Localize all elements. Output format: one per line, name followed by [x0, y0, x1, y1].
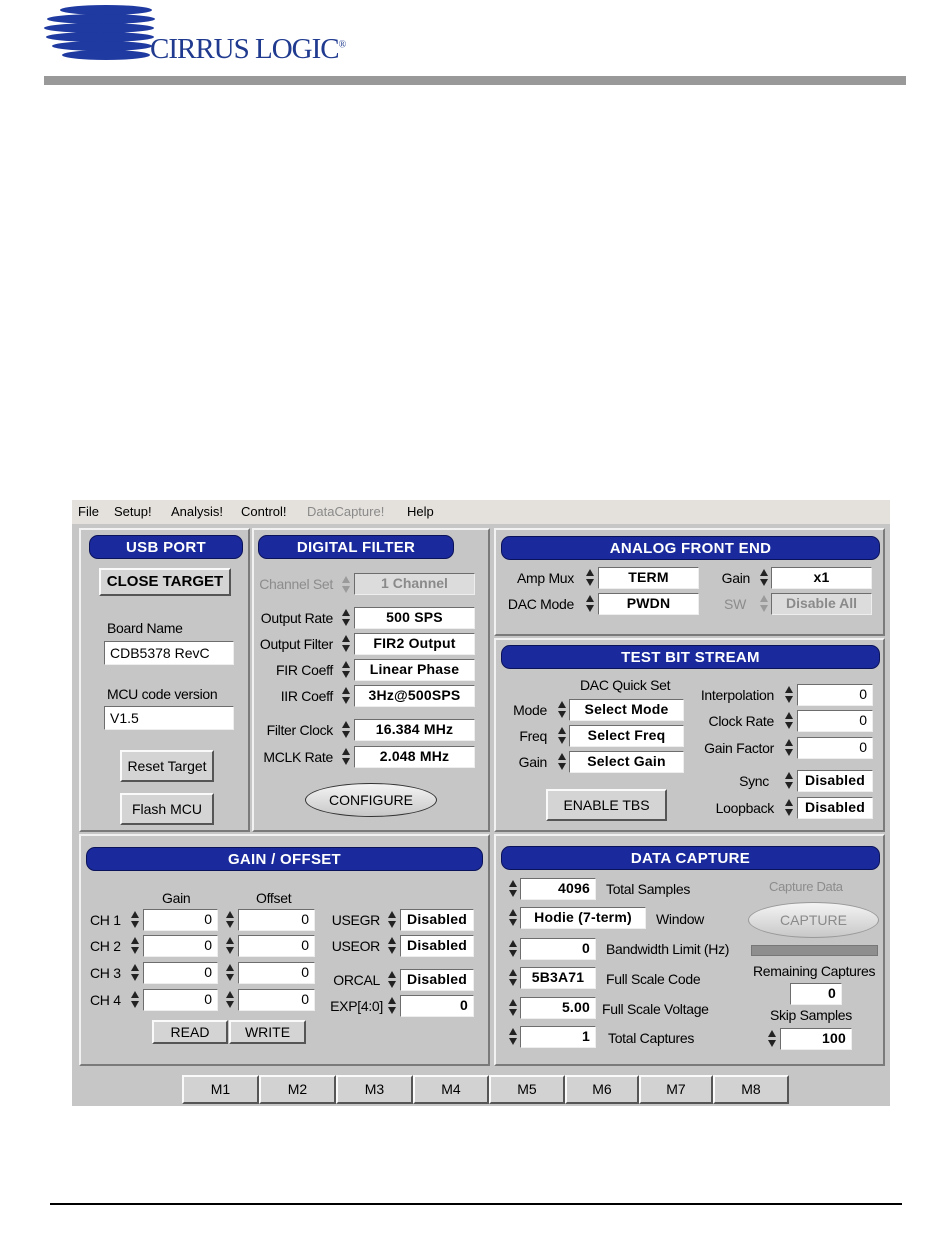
macro-button-m2[interactable]: M2 — [259, 1075, 336, 1104]
read-button[interactable]: READ — [152, 1020, 228, 1044]
data-capture-title: DATA CAPTURE — [501, 846, 880, 870]
afe-gain-label: Gain — [721, 570, 750, 586]
ch2-label: CH 2 — [90, 938, 121, 954]
tbs-gain-spinner[interactable] — [557, 751, 567, 772]
ch4-offset-field[interactable]: 0 — [238, 989, 315, 1011]
tbs-freq-label: Freq — [519, 728, 547, 744]
dac-quick-set-label: DAC Quick Set — [580, 677, 671, 693]
filter-clock-label: Filter Clock — [266, 722, 333, 738]
channel-set-label: Channel Set — [259, 576, 333, 592]
ch2-offset-spinner[interactable] — [225, 935, 235, 956]
iir-coeff-field[interactable]: 3Hz@500SPS — [354, 685, 475, 707]
ch4-gain-field[interactable]: 0 — [143, 989, 218, 1011]
usegr-field[interactable]: Disabled — [400, 909, 474, 931]
analog-front-end-title: ANALOG FRONT END — [501, 536, 880, 560]
macro-button-m3[interactable]: M3 — [336, 1075, 413, 1104]
window-spinner[interactable] — [508, 907, 518, 928]
macro-button-m4[interactable]: M4 — [413, 1075, 489, 1104]
fs-voltage-field[interactable]: 5.00 — [520, 997, 596, 1019]
skip-samples-field[interactable]: 100 — [780, 1028, 852, 1050]
tbs-mode-field[interactable]: Select Mode — [569, 699, 684, 721]
logo-swoosh-icon — [44, 2, 164, 68]
mcu-version-label: MCU code version — [107, 686, 218, 702]
mclk-rate-field[interactable]: 2.048 MHz — [354, 746, 475, 768]
clock-rate-field[interactable]: 0 — [797, 710, 873, 732]
window-label: Window — [656, 911, 704, 927]
dac-mode-label: DAC Mode — [507, 596, 574, 612]
fir-coeff-spinner[interactable] — [341, 659, 351, 680]
header-rule — [44, 76, 906, 85]
bandwidth-field[interactable]: 0 — [520, 938, 596, 960]
ch3-gain-field[interactable]: 0 — [143, 962, 218, 984]
loopback-spinner[interactable] — [784, 797, 794, 818]
capture-progress-bar — [751, 945, 878, 956]
fs-code-field[interactable]: 5B3A71 — [520, 967, 596, 989]
interpolation-label: Interpolation — [700, 687, 774, 703]
mcu-version-field[interactable]: V1.5 — [104, 706, 234, 730]
app-window — [72, 500, 890, 1106]
flash-mcu-button[interactable]: Flash MCU — [120, 793, 214, 825]
fs-code-spinner[interactable] — [508, 967, 518, 988]
remaining-captures-label: Remaining Captures — [753, 963, 876, 979]
output-rate-field[interactable]: 500 SPS — [354, 607, 475, 629]
clock-rate-label: Clock Rate — [708, 713, 774, 729]
gain-offset-title: GAIN / OFFSET — [86, 847, 483, 871]
menu-control[interactable]: Control! — [241, 504, 287, 519]
ch2-gain-field[interactable]: 0 — [143, 935, 218, 957]
total-captures-spinner[interactable] — [508, 1026, 518, 1047]
useor-spinner[interactable] — [387, 935, 397, 956]
bandwidth-label: Bandwidth Limit (Hz) — [606, 941, 730, 957]
orcal-field[interactable]: Disabled — [400, 969, 474, 991]
total-captures-field[interactable]: 1 — [520, 1026, 596, 1048]
exp-label: EXP[4:0] — [330, 998, 383, 1014]
menu-datacapture: DataCapture! — [307, 504, 385, 519]
afe-gain-field[interactable]: x1 — [771, 567, 872, 589]
ch2-offset-field[interactable]: 0 — [238, 935, 315, 957]
dac-mode-field[interactable]: PWDN — [598, 593, 699, 615]
macro-button-m5[interactable]: M5 — [489, 1075, 565, 1104]
bandwidth-spinner[interactable] — [508, 938, 518, 959]
gain-factor-spinner[interactable] — [784, 737, 794, 758]
board-name-field[interactable]: CDB5378 RevC — [104, 641, 234, 665]
macro-button-m8[interactable]: M8 — [713, 1075, 789, 1104]
channel-set-spinner — [341, 574, 351, 595]
ch1-offset-spinner[interactable] — [225, 909, 235, 930]
test-bit-stream-title: TEST BIT STREAM — [501, 645, 880, 669]
orcal-label: ORCAL — [333, 972, 380, 988]
sync-spinner[interactable] — [784, 770, 794, 791]
filter-clock-field[interactable]: 16.384 MHz — [354, 719, 475, 741]
output-filter-label: Output Filter — [259, 636, 333, 652]
window-field[interactable]: Hodie (7-term) — [520, 907, 646, 929]
capture-button: CAPTURE — [748, 902, 879, 938]
menu-file[interactable]: File — [78, 504, 99, 519]
output-rate-spinner[interactable] — [341, 607, 351, 628]
interpolation-field[interactable]: 0 — [797, 684, 873, 706]
tbs-freq-spinner[interactable] — [557, 725, 567, 746]
fs-voltage-label: Full Scale Voltage — [602, 1001, 709, 1017]
iir-coeff-spinner[interactable] — [341, 685, 351, 706]
menu-help[interactable]: Help — [407, 504, 434, 519]
gain-column-header: Gain — [162, 890, 191, 906]
usb-port-title: USB PORT — [89, 535, 243, 559]
macro-button-m7[interactable]: M7 — [639, 1075, 713, 1104]
ch3-gain-spinner[interactable] — [130, 962, 140, 983]
skip-samples-label: Skip Samples — [770, 1007, 852, 1023]
menu-analysis[interactable]: Analysis! — [171, 504, 224, 519]
ch1-gain-field[interactable]: 0 — [143, 909, 218, 931]
mclk-rate-spinner[interactable] — [341, 746, 351, 767]
interpolation-spinner[interactable] — [784, 684, 794, 705]
fs-code-label: Full Scale Code — [606, 971, 701, 987]
output-filter-spinner[interactable] — [341, 633, 351, 654]
write-button[interactable]: WRITE — [229, 1020, 306, 1044]
ch4-gain-spinner[interactable] — [130, 989, 140, 1010]
gain-factor-field[interactable]: 0 — [797, 737, 873, 759]
total-samples-label: Total Samples — [606, 881, 691, 897]
remaining-captures-field: 0 — [790, 983, 842, 1005]
ch1-label: CH 1 — [90, 912, 121, 928]
ch1-gain-spinner[interactable] — [130, 909, 140, 930]
useor-field[interactable]: Disabled — [400, 935, 474, 957]
total-samples-spinner[interactable] — [508, 878, 518, 899]
sw-spinner — [759, 593, 769, 614]
capture-data-label: Capture Data — [769, 879, 843, 894]
reset-target-button[interactable]: Reset Target — [120, 750, 214, 782]
usegr-label: USEGR — [331, 912, 380, 928]
tbs-gain-label: Gain — [518, 754, 547, 770]
tbs-freq-field[interactable]: Select Freq — [569, 725, 684, 747]
iir-coeff-label: IIR Coeff — [280, 688, 333, 704]
usegr-spinner[interactable] — [387, 909, 397, 930]
skip-samples-spinner[interactable] — [767, 1028, 777, 1049]
menu-setup[interactable]: Setup! — [114, 504, 152, 519]
close-target-button[interactable]: CLOSE TARGET — [99, 568, 231, 596]
fir-coeff-field[interactable]: Linear Phase — [354, 659, 475, 681]
gain-factor-label: Gain Factor — [704, 740, 774, 756]
sw-label: SW — [724, 596, 746, 612]
enable-tbs-button[interactable]: ENABLE TBS — [546, 789, 667, 821]
macro-button-m6[interactable]: M6 — [565, 1075, 639, 1104]
mclk-rate-label: MCLK Rate — [263, 749, 333, 765]
macro-button-m1[interactable]: M1 — [182, 1075, 259, 1104]
exp-spinner[interactable] — [387, 995, 397, 1016]
afe-gain-spinner[interactable] — [759, 567, 769, 588]
exp-field[interactable]: 0 — [400, 995, 474, 1017]
sw-field: Disable All — [771, 593, 872, 615]
footer-rule — [50, 1203, 902, 1205]
ch4-label: CH 4 — [90, 992, 121, 1008]
fs-voltage-spinner[interactable] — [508, 997, 518, 1018]
ch1-offset-field[interactable]: 0 — [238, 909, 315, 931]
total-captures-label: Total Captures — [608, 1030, 695, 1046]
loopback-label: Loopback — [715, 800, 774, 816]
ch3-label: CH 3 — [90, 965, 121, 981]
useor-label: USEOR — [331, 938, 380, 954]
total-samples-field[interactable]: 4096 — [520, 878, 596, 900]
sync-field[interactable]: Disabled — [797, 770, 873, 792]
dac-mode-spinner[interactable] — [585, 593, 595, 614]
configure-button[interactable]: CONFIGURE — [305, 783, 437, 817]
amp-mux-label: Amp Mux — [516, 570, 574, 586]
fir-coeff-label: FIR Coeff — [276, 662, 333, 678]
output-rate-label: Output Rate — [260, 610, 333, 626]
tbs-mode-label: Mode — [513, 702, 547, 718]
board-name-label: Board Name — [107, 620, 183, 636]
ch4-offset-spinner[interactable] — [225, 989, 235, 1010]
loopback-field[interactable]: Disabled — [797, 797, 873, 819]
ch3-offset-field[interactable]: 0 — [238, 962, 315, 984]
output-filter-field[interactable]: FIR2 Output — [354, 633, 475, 655]
filter-clock-spinner[interactable] — [341, 719, 351, 740]
ch3-offset-spinner[interactable] — [225, 962, 235, 983]
offset-column-header: Offset — [256, 890, 292, 906]
menu-bar — [72, 500, 890, 524]
amp-mux-field[interactable]: TERM — [598, 567, 699, 589]
tbs-gain-field[interactable]: Select Gain — [569, 751, 684, 773]
channel-set-field: 1 Channel — [354, 573, 475, 595]
sync-label: Sync — [739, 773, 769, 789]
digital-filter-title: DIGITAL FILTER — [258, 535, 454, 559]
tbs-mode-spinner[interactable] — [557, 699, 567, 720]
ch2-gain-spinner[interactable] — [130, 935, 140, 956]
clock-rate-spinner[interactable] — [784, 710, 794, 731]
brand-name: CIRRUS LOGIC® — [150, 33, 346, 65]
amp-mux-spinner[interactable] — [585, 567, 595, 588]
orcal-spinner[interactable] — [387, 969, 397, 990]
